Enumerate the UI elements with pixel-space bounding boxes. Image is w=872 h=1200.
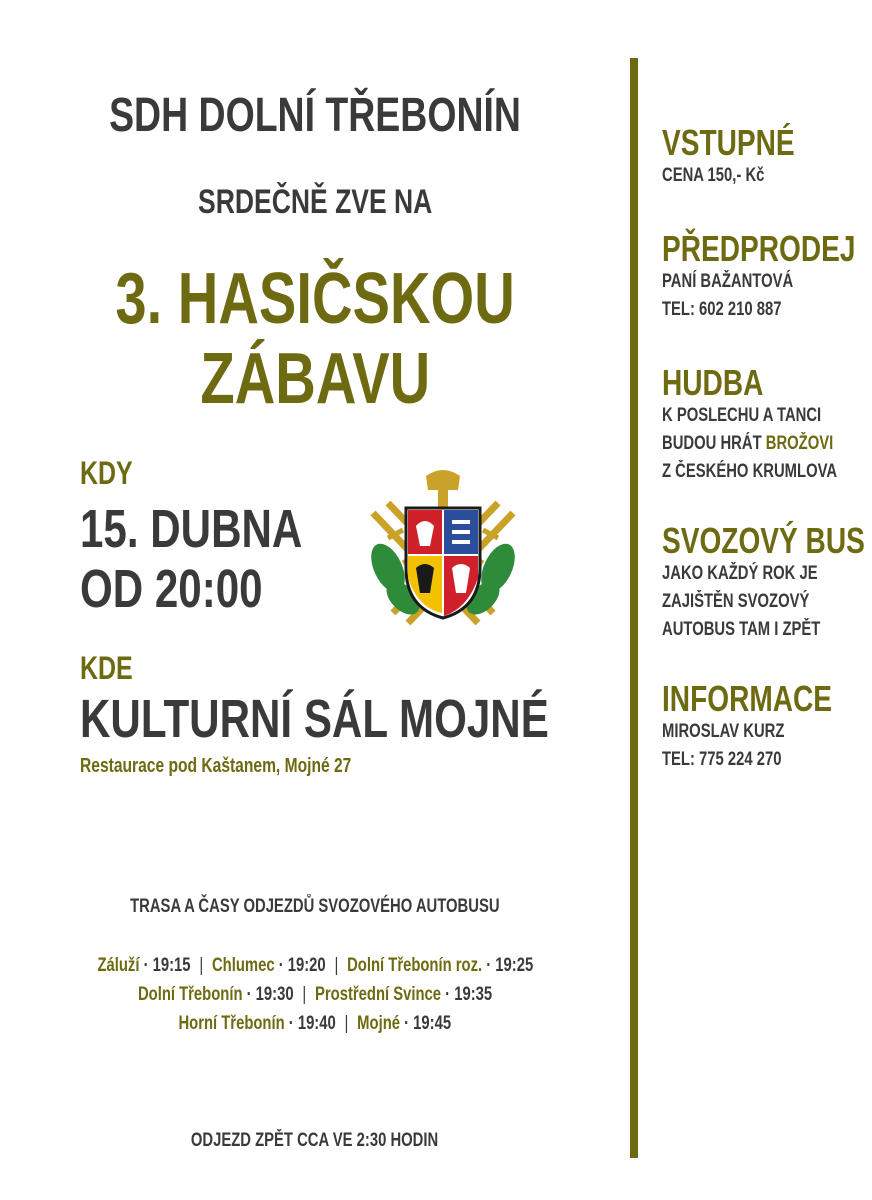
- info-title: INFORMACE: [662, 678, 833, 719]
- event-title-line-2: ZÁBAVU: [200, 339, 430, 419]
- music-line-3: Z ČESKÉHO KRUMLOVA: [662, 461, 838, 482]
- event-time: OD 20:00: [80, 559, 263, 619]
- separator: |: [302, 984, 307, 1005]
- stop-name: Dolní Třebonín roz.: [346, 955, 482, 976]
- separator: |: [344, 1013, 349, 1034]
- stop-time: · 19:30: [246, 984, 294, 1005]
- entry-section: [662, 124, 872, 190]
- bus-line-2: ZAJIŠTĚN SVOZOVÝ: [662, 591, 810, 612]
- bus-route-line-1: [0, 955, 630, 977]
- organization-title: SDH DOLNÍ TŘEBONÍN: [109, 89, 521, 142]
- return-note: ODJEZD ZPĚT CCA VE 2:30 HODIN: [191, 1130, 439, 1151]
- invite-line: SRDEČNĚ ZVE NA: [197, 183, 433, 221]
- stop-name: Záluží: [97, 955, 140, 976]
- venue-address: Restaurace pod Kaštanem, Mojné 27: [80, 755, 352, 777]
- presale-section: [662, 230, 872, 324]
- when-label: KDY: [80, 455, 133, 491]
- entry-price: CENA 150,- Kč: [662, 165, 765, 186]
- stop-name: Prostřední Svince: [314, 984, 442, 1005]
- bus-line-3: AUTOBUS TAM I ZPĚT: [662, 619, 821, 640]
- music-line-2: BUDOU HRÁT BROŽOVI: [662, 433, 834, 454]
- stop-time: · 19:40: [289, 1013, 336, 1034]
- stop-name: Horní Třebonín: [178, 1013, 285, 1034]
- music-title: HUDBA: [662, 362, 764, 403]
- bus-route-line-3: [0, 1013, 630, 1035]
- entry-title: VSTUPNÉ: [662, 122, 795, 163]
- event-title-line-1: 3. HASIČSKOU: [115, 259, 515, 339]
- stop-name: Mojné: [357, 1013, 401, 1034]
- column-divider: [630, 58, 638, 1158]
- music-line-1: K POSLECHU A TANCI: [662, 405, 822, 426]
- band-name: BROŽOVI: [765, 433, 834, 454]
- presale-title: PŘEDPRODEJ: [662, 228, 856, 269]
- presale-name: PANÍ BAŽANTOVÁ: [662, 271, 794, 292]
- separator: |: [334, 955, 338, 976]
- info-tel: TEL: 775 224 270: [662, 749, 782, 770]
- bus-title: SVOZOVÝ BUS: [662, 520, 865, 561]
- info-name: MIROSLAV KURZ: [662, 721, 785, 742]
- bus-route-line-2: [0, 984, 630, 1006]
- venue-name: KULTURNÍ SÁL MOJNÉ: [80, 689, 549, 749]
- bus-route-title: TRASA A ČASY ODJEZDŮ SVOZOVÉHO AUTOBUSU: [130, 896, 500, 917]
- stop-name: Dolní Třebonín: [137, 984, 243, 1005]
- stop-time: · 19:35: [445, 984, 493, 1005]
- stop-time: · 19:15: [143, 955, 191, 976]
- stop-time: · 19:25: [485, 955, 533, 976]
- info-section: [662, 680, 872, 774]
- bus-section: [662, 522, 872, 644]
- bus-line-1: JAKO KAŽDÝ ROK JE: [662, 563, 818, 584]
- separator: |: [198, 955, 203, 976]
- stop-name: Chlumec: [211, 955, 275, 976]
- firefighter-emblem-icon: [358, 468, 528, 633]
- stop-time: · 19:20: [278, 955, 326, 976]
- music-section: [662, 364, 872, 486]
- presale-tel: TEL: 602 210 887: [662, 299, 782, 320]
- where-label: KDE: [80, 650, 133, 686]
- stop-time: · 19:45: [404, 1013, 452, 1034]
- event-date: 15. DUBNA: [80, 499, 303, 559]
